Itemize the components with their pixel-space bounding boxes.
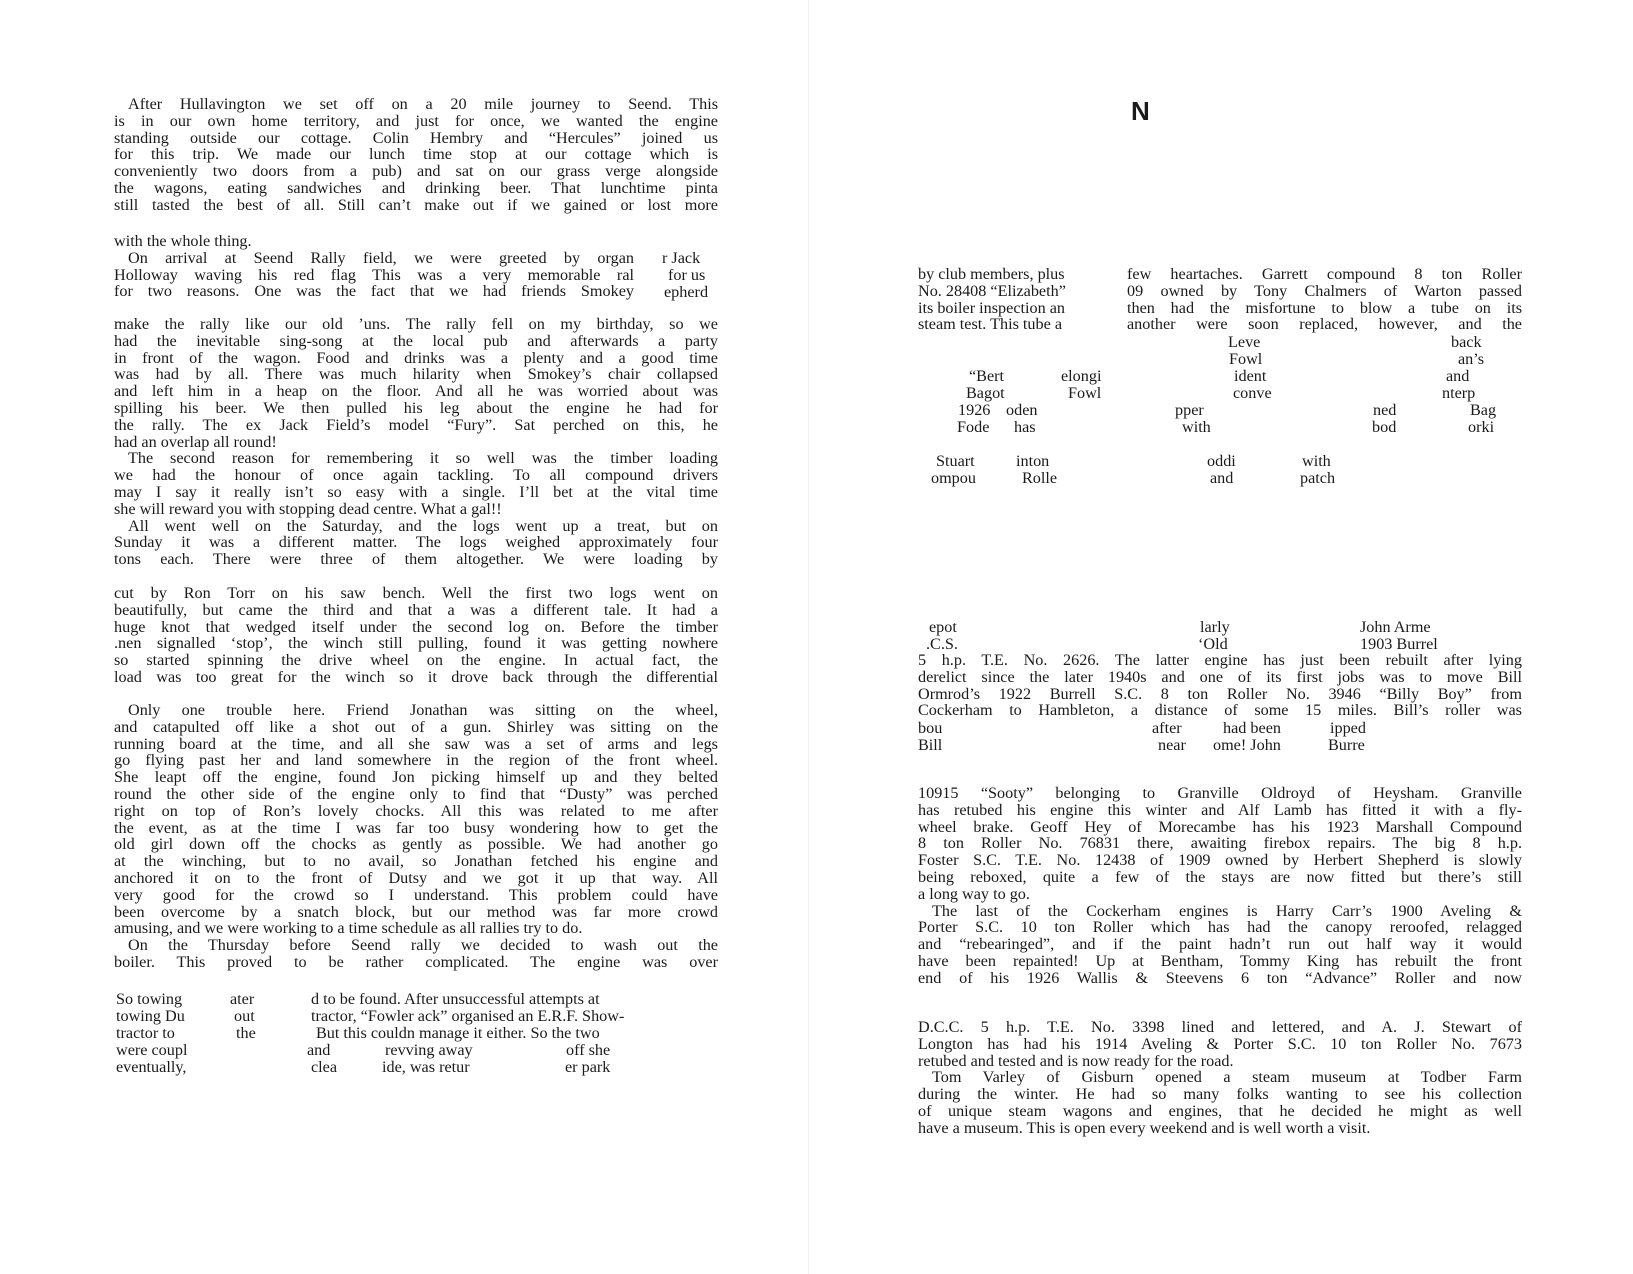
text-line: derelict since the later 1940s and one of its first jobs was to move Bill: [918, 667, 1522, 686]
text-fragment: r Jack: [662, 249, 701, 267]
text-line: tons each. There were three of them altogether. We were loading by: [114, 550, 718, 569]
text-fragment: Bag: [1470, 401, 1497, 419]
text-fragment: ater: [230, 990, 255, 1008]
left-paragraph-2: [114, 233, 634, 300]
text-line: so started spinning the drive wheel on the engine. In actual fact, the: [114, 651, 718, 670]
text-line: being reboxed, quite a few of the stays are now fitted but there’s still: [918, 867, 1522, 886]
text-fragment: after: [1152, 719, 1182, 737]
text-fragment: But this couldn manage it either. So the two: [316, 1024, 600, 1042]
text-line: Foster S.C. T.E. No. 12438 of 1909 owned by Herbert Shepherd is slowly: [918, 851, 1522, 870]
text-fragment: bou: [918, 719, 943, 737]
text-line: amusing, and we were working to a time schedule as all rallies try to do.: [114, 919, 583, 938]
text-line: a long way to go.: [918, 884, 1030, 903]
text-line: had the inevitable sing-song at the local pub and afterwards a party: [114, 331, 718, 350]
text-fragment: orki: [1468, 418, 1495, 436]
text-line: D.C.C. 5 h.p. T.E. No. 3398 lined and lettered, and A. J. Stewart of: [918, 1018, 1522, 1036]
left-paragraph-5: [114, 702, 718, 971]
text-fragment: Fowl: [1068, 384, 1102, 402]
text-line: during the winter. He had so many folks wanting to see his collection: [918, 1085, 1522, 1104]
text-line: Only one trouble here. Friend Jonathan was sitting on the wheel,: [128, 701, 718, 719]
text-fragment: Fode: [957, 418, 990, 436]
text-line: for two reasons. One was the fact that we had friends Smokey: [114, 282, 634, 301]
text-fragment: off she: [566, 1041, 611, 1059]
page-heading: N: [1131, 96, 1150, 126]
text-line: few heartaches. Garrett compound 8 ton Roller: [1127, 265, 1522, 283]
right-paragraph-bottom: [918, 1019, 1522, 1137]
text-fragment: back: [1451, 333, 1482, 351]
text-line: may I say it really isn’t so easy with a single. I’ll bet at the vital time: [114, 482, 718, 501]
text-fragment: ompou: [931, 469, 976, 487]
text-fragment: towing Du: [116, 1007, 185, 1025]
text-line: standing outside our cottage. Colin Hembry and “Hercules” joined us: [114, 128, 718, 147]
text-fragment: ‘Old: [1198, 635, 1228, 653]
right-top-left-block: [918, 266, 1066, 333]
text-fragment: d to be found. After unsuccessful attempts at: [311, 990, 600, 1008]
text-line: of unique steam wagons and engines, that he decided he might as well: [918, 1101, 1522, 1120]
text-line: and catapulted off like a shot out of a gun. Shirley was sitting on the: [114, 717, 718, 736]
text-fragment: and: [1446, 367, 1470, 385]
right-paragraph-lower: [918, 785, 1522, 987]
text-line: 8 ton Roller No. 76831 there, awaiting firebox repairs. The big 8 h.p.: [918, 834, 1522, 853]
text-line: cut by Ron Torr on his saw bench. Well the first two logs went on: [114, 584, 718, 602]
text-fragment: elongi: [1061, 367, 1102, 385]
left-page: [0, 0, 800, 1274]
text-line: been overcome by a snatch block, but our method was far more crowd: [114, 902, 718, 921]
right-top-right-block: [1127, 266, 1522, 333]
text-line: steam test. This tube a: [918, 315, 1063, 334]
text-fragment: clea: [311, 1058, 338, 1076]
text-fragment: tractor to: [116, 1024, 175, 1042]
text-fragment: eventually,: [116, 1058, 187, 1076]
text-line: Cockerham to Hambleton, a distance of some 15 miles. Bill’s roller was: [918, 701, 1522, 720]
text-fragment: Fowl: [1229, 350, 1263, 368]
text-line: and left him in a heap on the floor. And all he was worried about was: [114, 382, 718, 401]
text-line: she will reward you with stopping dead centre. What a gal!!: [114, 499, 502, 518]
text-fragment: has: [1014, 418, 1036, 436]
text-line: Longton has had his 1914 Aveling & Porter S.C. 10 ton Roller No. 7673: [918, 1034, 1522, 1053]
text-fragment: were coupl: [116, 1041, 188, 1059]
text-fragment: revving away: [385, 1041, 473, 1059]
text-line: then had the misfortune to blow a tube on its: [1127, 298, 1522, 317]
text-line: .nen signalled ‘stop’, the winch still pulling, found it was getting nowhere: [114, 634, 718, 653]
text-line: the event, as at the time I was far too busy wondering how to get the: [114, 818, 718, 837]
text-fragment: and: [1210, 469, 1234, 487]
text-line: by club members, plus: [918, 265, 1065, 283]
text-line: was had by all. There was much hilarity when Smokey’s chair collapsed: [114, 365, 718, 384]
left-paragraph-1: [114, 96, 718, 214]
text-line: No. 28408 “Elizabeth”: [918, 281, 1066, 300]
text-line: retubed and tested and is now ready for the road.: [918, 1051, 1234, 1070]
text-fragment: tractor, “Fowler ack” organised an E.R.F. Show-: [311, 1007, 625, 1025]
text-line: its boiler inspection an: [918, 298, 1066, 317]
text-line: huge knot that wedged itself under the second log on. Before the timber: [114, 617, 718, 636]
text-line: After Hullavington we set off on a 20 mile journey to Seend. This: [128, 95, 718, 113]
text-fragment: with: [1182, 418, 1211, 436]
text-line: She leapt off the engine, found Jon picking himself up and they belted: [114, 768, 718, 787]
text-line: All went well on the Saturday, and the logs went up a treat, but on: [128, 516, 718, 535]
text-line: and “rebearinged”, and if the paint hadn’t run out half way it would: [918, 935, 1522, 954]
text-line: round the other side of the engine only to find that “Dusty” was perched: [114, 784, 718, 803]
text-line: the rally. The ex Jack Field’s model “Fury”. Sat perched on this, he: [114, 415, 718, 434]
text-line: have been repainted! Up at Bentham, Tommy King has rebuilt the front: [918, 951, 1522, 970]
text-fragment: with: [1302, 452, 1331, 470]
text-line: boiler. This proved to be rather complicated. The engine was over: [114, 952, 718, 971]
text-fragment: patch: [1300, 469, 1336, 487]
text-line: anchored it on to the front of Dutsy and we got it up that way. All: [114, 868, 718, 887]
text-line: 5 h.p. T.E. No. 2626. The latter engine has just been rebuilt after lying: [918, 651, 1522, 669]
text-fragment: an’s: [1458, 350, 1485, 368]
text-line: the wagons, eating sandwiches and drinking beer. That lunchtime pinta: [114, 178, 718, 197]
text-line: 10915 “Sooty” belonging to Granville Oldroyd of Heysham. Granville: [918, 784, 1522, 802]
left-paragraph-3: [114, 316, 718, 568]
text-fragment: epot: [929, 618, 957, 636]
text-line: Ormrod’s 1922 Burrell S.C. 8 ton Roller No. 3946 “Billy Boy” from: [918, 684, 1522, 703]
text-fragment: larly: [1200, 618, 1230, 636]
text-line: is in our own home territory, and just for once, we wanted the engine: [114, 111, 718, 130]
text-fragment: er park: [565, 1058, 611, 1076]
text-fragment: for us: [668, 266, 706, 284]
text-line: we had the honour of once again tackling. To all compound drivers: [114, 466, 718, 485]
text-line: make the rally like our old ’uns. The rally fell on my birthday, so we: [114, 315, 718, 333]
text-fragment: Bagot: [966, 384, 1005, 402]
text-fragment: Bill: [918, 736, 943, 754]
text-line: another were soon replaced, however, and the: [1127, 315, 1522, 334]
text-fragment: oden: [1006, 401, 1038, 419]
text-line: has retubed his engine this winter and Alf Lamb has fitted it with a fly-: [918, 800, 1522, 819]
text-fragment: conve: [1233, 384, 1272, 402]
text-fragment: John Arme: [1360, 618, 1431, 636]
text-line: spilling his beer. We then pulled his leg about the engine he had for: [114, 398, 718, 417]
text-line: Holloway waving his red flag This was a very memorable ral: [114, 265, 634, 284]
text-fragment: ome! John: [1213, 736, 1281, 754]
text-fragment: oddi: [1207, 452, 1236, 470]
text-fragment: and: [307, 1041, 331, 1059]
text-line: old girl down off the chocks as gently as possible. We had another go: [114, 835, 718, 854]
text-fragment: ide, was retur: [382, 1058, 470, 1076]
page-fold: [808, 0, 809, 1274]
text-line: Sunday it was a different matter. The logs weighed approximately four: [114, 533, 718, 552]
text-fragment: bod: [1372, 418, 1397, 436]
text-fragment: the: [236, 1024, 256, 1042]
text-line: 09 owned by Tony Chalmers of Warton passed: [1127, 281, 1522, 300]
text-fragment: “Bert: [969, 367, 1005, 385]
text-fragment: Burre: [1328, 736, 1365, 754]
text-fragment: ident: [1234, 367, 1267, 385]
text-line: The second reason for remembering it so well was the timber loading: [128, 449, 718, 468]
text-fragment: 1926: [958, 401, 991, 419]
text-fragment: ipped: [1330, 719, 1366, 737]
text-line: beautifully, but came the third and that a was a different tale. It had a: [114, 600, 718, 619]
text-fragment: 1903 Burrel: [1360, 635, 1438, 653]
text-line: end of his 1926 Wallis & Steevens 6 ton “Advance” Roller and now: [918, 968, 1522, 987]
text-line: with the whole thing.: [114, 232, 252, 250]
text-line: go flying past her and land somewhere in the region of the front wheel.: [114, 751, 718, 770]
text-fragment: So towing: [116, 990, 183, 1008]
left-paragraph-4: [114, 585, 718, 686]
text-fragment: near: [1158, 736, 1186, 754]
text-line: still tasted the best of all. Still can’t make out if we gained or lost more: [114, 195, 718, 214]
text-fragment: epherd: [664, 283, 709, 301]
text-line: very good for the crowd so I understand. This problem could have: [114, 885, 718, 904]
text-line: have a museum. This is open every weekend and is well worth a visit.: [918, 1118, 1371, 1137]
text-line: Porter S.C. 10 ton Roller which has had the canopy reroofed, relagged: [918, 918, 1522, 937]
text-line: The last of the Cockerham engines is Harry Carr’s 1900 Aveling &: [932, 901, 1522, 920]
text-fragment: Rolle: [1022, 469, 1058, 487]
text-line: at the winching, but to no avail, so Jonathan fetched his engine and: [114, 852, 718, 871]
text-fragment: out: [234, 1007, 255, 1025]
text-line: load was too great for the winch so it drove back through the differential: [114, 667, 718, 686]
text-line: Tom Varley of Gisburn opened a steam museum at Todber Farm: [932, 1068, 1522, 1087]
text-fragment: pper: [1175, 401, 1204, 419]
text-line: On the Thursday before Seend rally we decided to wash out the: [128, 936, 718, 955]
text-fragment: Stuart: [936, 452, 975, 470]
text-fragment: Leve: [1228, 333, 1261, 351]
text-fragment: ned: [1373, 401, 1397, 419]
text-line: right on top of Ron’s lovely chocks. All this was related to me after: [114, 801, 718, 820]
text-line: had an overlap all round!: [114, 432, 277, 451]
text-fragment: nterp: [1442, 384, 1476, 402]
text-line: running board at the time, and all she saw was a set of arms and legs: [114, 734, 718, 753]
text-fragment: inton: [1016, 452, 1050, 470]
text-line: for this trip. We made our lunch time stop at our cottage which is: [114, 145, 718, 164]
text-fragment: had been: [1223, 719, 1281, 737]
text-line: conveniently two doors from a pub) and sat on our grass verge alongside: [114, 162, 718, 181]
text-fragment: .C.S.: [926, 635, 958, 653]
text-line: in front of the wagon. Food and drinks was a plenty and a good time: [114, 348, 718, 367]
right-paragraph-mid: [918, 652, 1522, 719]
text-line: On arrival at Seend Rally field, we were greeted by organ: [128, 248, 634, 267]
text-line: wheel brake. Geoff Hey of Morecambe has his 1923 Marshall Compound: [918, 817, 1522, 836]
